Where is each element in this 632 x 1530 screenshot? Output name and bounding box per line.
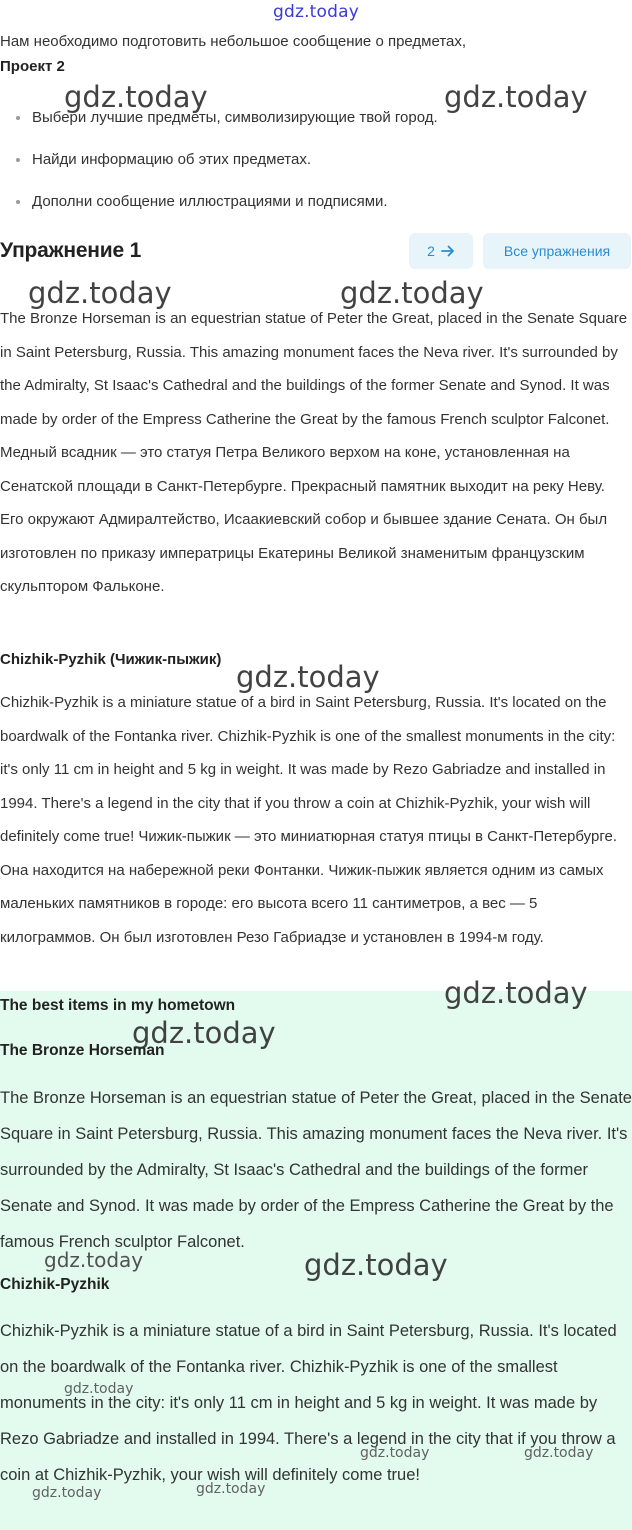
task-list: [16, 108, 438, 234]
watermark: gdz.today: [340, 276, 484, 310]
project-title: Проект 2: [0, 58, 65, 75]
watermark: gdz.today: [28, 276, 172, 310]
answer-section2-text: Chizhik-Pyzhik is a miniature statue of a bird in Saint Petersburg, Russia. It's located on the boardwalk of the Fontanka river. Chizhik-Pyzhik is one of the smallest monuments in the city: it's only 11 cm in height and 5 kg in weight. It was made by Rezo Gabriadze and installed in 1994. There's a legend in the city that if you throw a coin at Chizhik-Pyzhik, your wish will definitely come true!: [0, 1322, 617, 1484]
watermark: gdz.today: [524, 1445, 594, 1461]
bronze-horseman-paragraph: The Bronze Horseman is an equestrian statue of Peter the Great, placed in the Senate Square in Saint Petersburg, Russia. This amazing monument faces the Neva river. It's surrounded by the Admiralty, St Isaac's Cathedral and the buildings of the former Senate and Synod. It was made by order of the Empress Catherine the Great by the famous French sculptor Falconet. Медный всадник — это статуя Петра Великого верхом на коне, установленная на Сенатской площади в Санкт-Петербурге. Прекрасный памятник выходит на реку Неву. Его окружают Адмиралтейство, Исаакиевский собор и бывшее здание Сената. Он был изготовлен по приказу императрицы Екатерины Великой знаменитым французским скульптором Фальконе.: [0, 310, 628, 595]
watermark: gdz.today: [304, 1248, 448, 1282]
task-item: Дополни сообщение иллюстрациями и подписями.: [16, 192, 438, 234]
watermark: gdz.today: [64, 1381, 134, 1397]
answer-section1-title: The Bronze Horseman: [0, 1042, 165, 1059]
watermark: gdz.today: [444, 80, 588, 114]
watermark: gdz.today: [132, 1016, 276, 1050]
watermark: gdz.today: [360, 1445, 430, 1461]
all-exercises-label: Все упражнения: [503, 243, 611, 259]
answer-section2-title: Chizhik-Pyzhik: [0, 1276, 110, 1293]
watermark: gdz.today: [196, 1481, 266, 1497]
chizhik-paragraph: Chizhik-Pyzhik is a miniature statue of a bird in Saint Petersburg, Russia. It's located on the boardwalk of the Fontanka river. Chizhik-Pyzhik is one of the smallest monuments in the city: it's only 11 cm in height and 5 kg in weight. It was made by Rezo Gabriadze and installed in 1994. There's a legend in the city that if you throw a coin at Chizhik-Pyzhik, your wish will definitely come true! Чижик-пыжик — это миниатюрная статуя птицы в Санкт-Петербурге. Она находится на набережной реки Фонтанки. Чижик-пыжик является одним из самых маленьких памятников в городе: его высота всего 11 сантиметров, а вес — 5 килограммов. Он был изготовлен Резо Габриадзе и установлен в 1994-м году.: [0, 694, 617, 946]
exercise-title: Упражнение 1: [0, 239, 142, 262]
watermark: gdz.today: [444, 976, 588, 1010]
intro-text: Нам необходимо подготовить небольшое сообщение о предметах,: [0, 33, 467, 50]
arrow-right-icon: [441, 245, 455, 257]
watermark: gdz.today: [32, 1485, 102, 1501]
task-item: Выбери лучшие предметы, символизирующие твой город.: [16, 108, 438, 150]
answer-heading: The best items in my hometown: [0, 997, 236, 1014]
answer-section1-text: The Bronze Horseman is an equestrian statue of Peter the Great, placed in the Senate Square in Saint Petersburg, Russia. This amazing monument faces the Neva river. It's surrounded by the Admiralty, St Isaac's Cathedral and the buildings of the former Senate and Synod. It was made by order of the Empress Catherine the Great by the famous French sculptor Falconet.: [0, 1089, 632, 1251]
site-watermark-header: gdz.today: [272, 2, 360, 22]
watermark: gdz.today: [44, 1248, 144, 1272]
watermark: gdz.today: [236, 660, 380, 694]
all-exercises-button[interactable]: [483, 233, 631, 269]
chizhik-subheading: Chizhik-Pyzhik (Чижик-пыжик): [0, 651, 222, 668]
next-exercise-label: 2: [427, 243, 435, 259]
next-exercise-button[interactable]: [409, 233, 473, 269]
watermark: gdz.today: [64, 80, 208, 114]
task-item: Найди информацию об этих предметах.: [16, 150, 438, 192]
